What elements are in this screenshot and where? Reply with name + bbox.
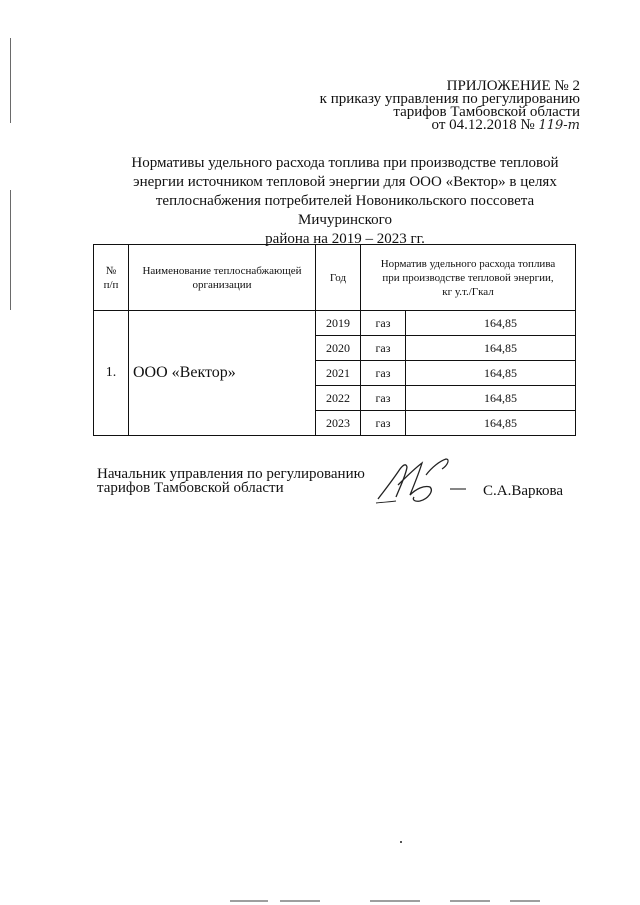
fuel-cell: газ xyxy=(361,336,406,361)
header-num-line-1: № xyxy=(105,264,117,277)
scan-footer-marks xyxy=(220,898,550,904)
appendix-line-2: к приказу управления по регулированию xyxy=(319,91,580,107)
header-year: Год xyxy=(316,245,361,311)
signatory-line-1: Начальник управления по регулированию xyxy=(97,466,365,482)
title-line-2: энергии источником тепловой энергии для ООО «Вектор» в целях xyxy=(133,174,557,190)
scan-speck xyxy=(400,841,402,843)
norm-value-cell: 164,85 xyxy=(406,411,576,436)
row-number: 1. xyxy=(94,311,129,436)
norm-value-cell: 164,85 xyxy=(406,336,576,361)
header-org-line-1: Наименование теплоснабжающей xyxy=(142,264,302,277)
year-cell: 2021 xyxy=(316,361,361,386)
signatory-name: С.А.Варкова xyxy=(483,483,564,499)
appendix-line-3: тарифов Тамбовской области xyxy=(393,104,580,120)
header-org-line-2: организации xyxy=(192,278,252,291)
appendix-header xyxy=(320,80,580,132)
year-cell: 2022 xyxy=(316,386,361,411)
year-cell: 2019 xyxy=(316,311,361,336)
header-num-line-2: п/п xyxy=(103,278,119,291)
appendix-date: от 04.12.2018 № xyxy=(431,117,535,133)
norms-table xyxy=(93,244,576,436)
signatory-title xyxy=(97,467,365,495)
signatory-line-2: тарифов Тамбовской области xyxy=(97,480,284,496)
header-norm xyxy=(361,245,576,311)
norm-value-cell: 164,85 xyxy=(406,386,576,411)
table-row xyxy=(94,311,576,336)
handwritten-signature xyxy=(370,455,480,507)
year-cell: 2020 xyxy=(316,336,361,361)
year-cell: 2023 xyxy=(316,411,361,436)
fuel-cell: газ xyxy=(361,361,406,386)
header-norm-line-2: при производстве тепловой энергии, xyxy=(382,271,554,284)
appendix-line-4 xyxy=(320,119,580,132)
norm-value-cell: 164,85 xyxy=(406,361,576,386)
header-norm-line-3: кг у.т./Гкал xyxy=(442,285,494,298)
header-org xyxy=(129,245,316,311)
header-norm-line-1: Норматив удельного расхода топлива xyxy=(380,257,556,270)
table-header-row xyxy=(94,245,576,311)
header-num xyxy=(94,245,129,311)
fuel-cell: газ xyxy=(361,386,406,411)
norm-value-cell: 164,85 xyxy=(406,311,576,336)
title-line-1: Нормативы удельного расхода топлива при производстве тепловой xyxy=(131,155,559,171)
margin-mark xyxy=(10,190,11,310)
document-title xyxy=(110,154,580,249)
appendix-line-1: ПРИЛОЖЕНИЕ № 2 xyxy=(446,78,580,94)
margin-mark xyxy=(10,38,11,123)
title-line-4: района на 2019 – 2023 гг. xyxy=(265,231,425,247)
handwritten-order-number: 119-т xyxy=(538,118,580,133)
fuel-cell: газ xyxy=(361,411,406,436)
fuel-cell: газ xyxy=(361,311,406,336)
title-line-3: теплоснабжения потребителей Новоникольского поссовета Мичуринского xyxy=(155,193,535,228)
organization-name: ООО «Вектор» xyxy=(129,311,316,436)
